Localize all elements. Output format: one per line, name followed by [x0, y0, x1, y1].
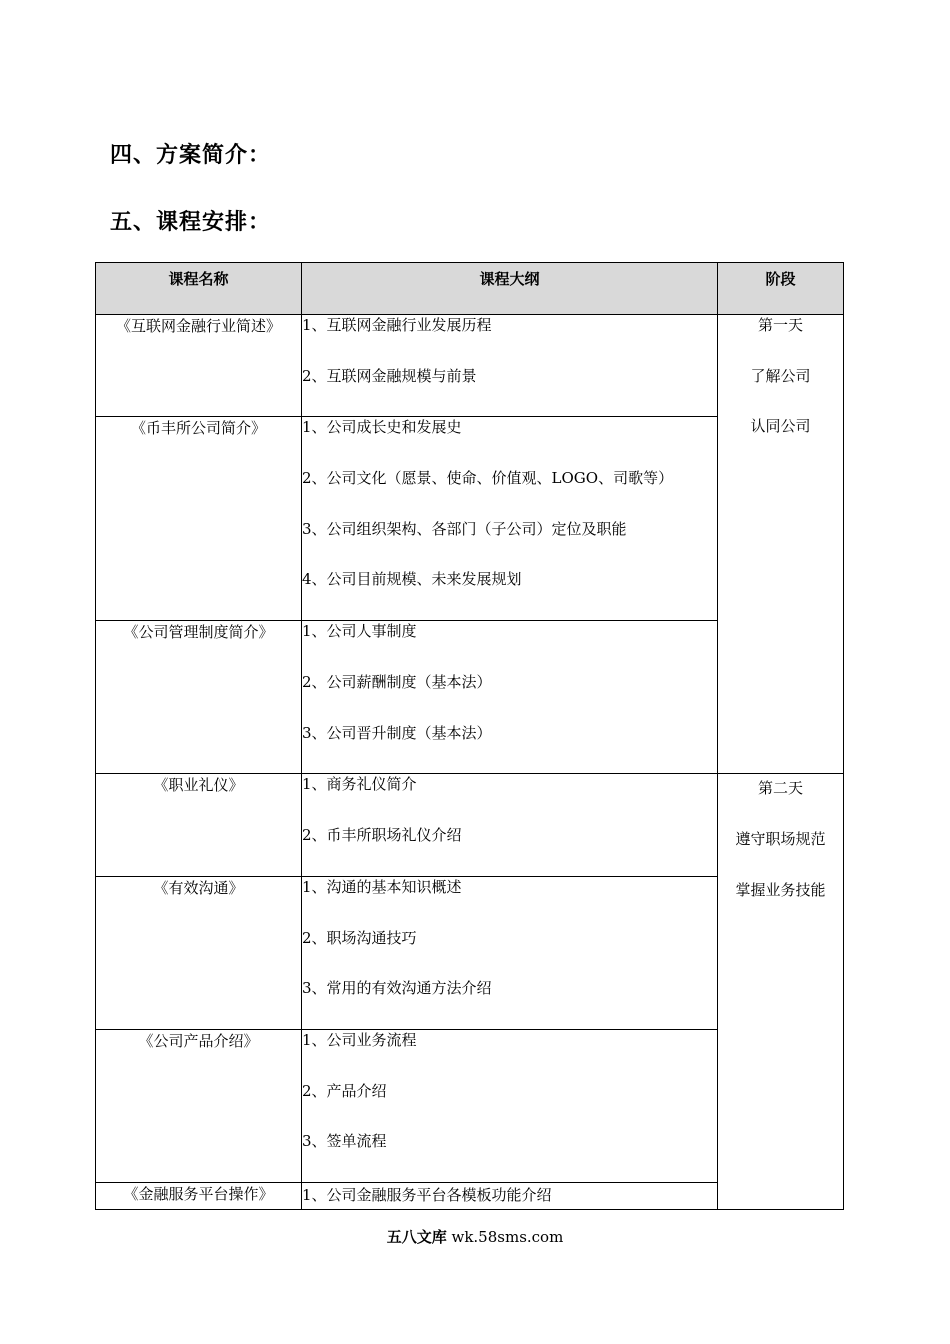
- outline-item: 1、公司成长史和发展史: [302, 418, 462, 437]
- page-footer: [0, 1226, 950, 1247]
- outline-item: 1、公司人事制度: [302, 622, 417, 641]
- outline-item: 4、公司目前规模、未来发展规划: [302, 570, 522, 589]
- course-outline: [302, 1182, 718, 1209]
- outline-item: 3、常用的有效沟通方法介绍: [302, 979, 492, 998]
- outline-item: 1、沟通的基本知识概述: [302, 877, 462, 896]
- course-name: 《公司管理制度简介》: [96, 621, 302, 774]
- table-header-row: [96, 263, 844, 315]
- course-name: 《金融服务平台操作》: [96, 1182, 302, 1209]
- outline-item: 2、产品介绍: [302, 1081, 387, 1100]
- outline-item: 1、互联网金融行业发展历程: [302, 316, 492, 334]
- stage-line: 了解公司: [750, 366, 811, 385]
- stage-line: 第一天: [757, 316, 803, 334]
- table-row: [96, 774, 844, 876]
- outline-item: 3、公司组织架构、各部门（子公司）定位及职能: [302, 519, 627, 538]
- outline-item: 1、公司业务流程: [302, 1030, 417, 1049]
- stage-line: 掌握业务技能: [735, 880, 826, 899]
- outline-item: 2、职场沟通技巧: [302, 928, 417, 947]
- header-course-name: 课程名称: [96, 263, 302, 315]
- header-course-outline: 课程大纲: [302, 263, 718, 315]
- stage-day-1: [718, 315, 844, 774]
- course-name: 《币丰所公司简介》: [96, 417, 302, 621]
- header-stage: 阶段: [718, 263, 844, 315]
- outline-item: 2、公司文化（愿景、使命、价值观、LOGO、司歌等）: [302, 469, 674, 488]
- course-outline: [302, 417, 718, 621]
- outline-item: 1、商务礼仪简介: [302, 775, 417, 794]
- course-outline: [302, 876, 718, 1029]
- footer-url[interactable]: wk.58sms.com: [451, 1228, 564, 1246]
- outline-item: 3、签单流程: [302, 1132, 387, 1151]
- course-name: 《公司产品介绍》: [96, 1029, 302, 1182]
- course-outline: [302, 621, 718, 774]
- stage-line: 认同公司: [750, 417, 811, 436]
- stage-line: 第二天: [757, 779, 803, 798]
- course-name: 《互联网金融行业简述》: [96, 315, 302, 417]
- course-outline: [302, 774, 718, 876]
- course-name: 《职业礼仪》: [96, 774, 302, 876]
- outline-item: 1、公司金融服务平台各模板功能介绍: [302, 1185, 552, 1204]
- course-name: 《有效沟通》: [96, 876, 302, 1029]
- section-heading-5: 五、课程安排：: [110, 210, 272, 235]
- table-row: [96, 315, 844, 417]
- outline-item: 2、互联网金融规模与前景: [302, 366, 477, 385]
- section-heading-4: 四、方案简介：: [110, 143, 272, 168]
- footer-site-name: 五八文库: [386, 1228, 447, 1246]
- course-schedule-table: [95, 262, 844, 1210]
- stage-day-2: [718, 774, 844, 1210]
- stage-line: 遵守职场规范: [735, 830, 826, 849]
- course-outline: [302, 1029, 718, 1182]
- outline-item: 2、公司薪酬制度（基本法）: [302, 673, 492, 692]
- outline-item: 2、币丰所职场礼仪介绍: [302, 826, 462, 845]
- outline-item: 3、公司晋升制度（基本法）: [302, 723, 492, 742]
- course-outline: [302, 315, 718, 417]
